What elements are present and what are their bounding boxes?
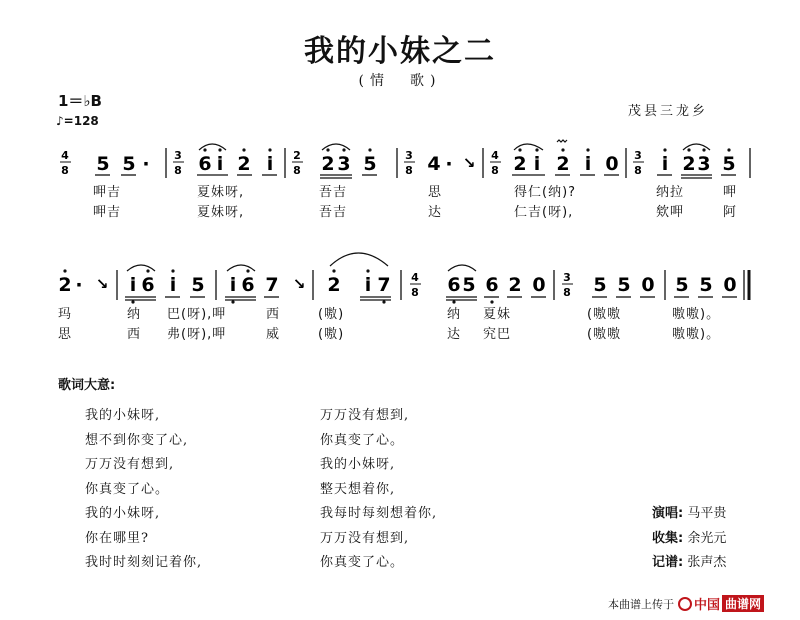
note: 4 xyxy=(427,153,441,175)
lyrics-meaning-heading: 歌词大意: xyxy=(58,378,116,393)
note: 7 xyxy=(265,274,279,296)
lyric-verse-2: (嗷嗷 xyxy=(587,327,622,342)
lyric-verse-2: 欸呷 xyxy=(656,205,685,220)
lyric-verse-2: 吾吉 xyxy=(319,205,348,220)
note: 2 xyxy=(682,153,696,175)
meaning-line: 我的小妹呀, xyxy=(85,506,161,521)
time-sig-num: 3 xyxy=(634,149,642,162)
lyric-verse-1: 呷吉 xyxy=(93,185,122,200)
time-sig-den: 8 xyxy=(563,286,571,299)
score-line-2 xyxy=(58,253,749,342)
time-sig-den: 8 xyxy=(174,164,182,177)
note: 2 xyxy=(58,274,72,296)
lyric-verse-2: 达 xyxy=(447,327,462,342)
note: 5 xyxy=(363,153,377,175)
meaning-line: 你真变了心。 xyxy=(320,432,405,448)
lyric-verse-1: 巴(呀),呷 xyxy=(167,307,227,322)
lyric-verse-1: 纳 xyxy=(447,307,462,322)
lyric-verse-1: (嗷嗷 xyxy=(587,307,622,322)
time-sig-den: 8 xyxy=(634,164,642,177)
note: 5 xyxy=(122,153,136,175)
lyric-verse-1: 纳 xyxy=(127,307,142,322)
meaning-line: 万万没有想到, xyxy=(320,530,410,546)
note: 2 xyxy=(513,153,527,175)
time-sig-num: 3 xyxy=(563,271,571,284)
high-octave-dots xyxy=(203,148,730,151)
augmentation-dot: · xyxy=(445,153,453,175)
meaning-line: 万万没有想到, xyxy=(320,408,410,423)
breath-mark: ↘ xyxy=(292,275,306,293)
credit-transcriber: 记谱: 张声杰 xyxy=(652,555,727,570)
meaning-line: 你在哪里? xyxy=(85,530,149,546)
note: i xyxy=(266,153,274,175)
time-sig-den: 8 xyxy=(293,164,301,177)
note: 5 xyxy=(617,274,631,296)
note: 6 xyxy=(447,274,461,296)
note: 6 xyxy=(198,153,212,175)
note: 0 xyxy=(605,153,619,175)
lyric-verse-2: 呷吉 xyxy=(93,205,122,220)
tempo-marking: ♪=128 xyxy=(56,114,99,128)
slurs xyxy=(127,253,476,271)
meaning-line: 你真变了心。 xyxy=(320,555,405,570)
lyrics-meaning-column-1 xyxy=(85,404,202,576)
note: 2 xyxy=(321,153,335,175)
time-sig-den: 8 xyxy=(405,164,413,177)
time-sig-num: 4 xyxy=(491,149,499,162)
note: 2 xyxy=(237,153,251,175)
key-signature: 1＝♭B xyxy=(58,92,102,110)
lyric-verse-2: 阿 xyxy=(723,205,738,220)
meaning-line: 我时时刻刻记着你, xyxy=(85,555,203,570)
footer-text: 本曲谱上传于 xyxy=(608,597,674,611)
logo-icon xyxy=(678,597,692,611)
lyric-verse-1: (嗷) xyxy=(318,307,345,322)
augmentation-dot: · xyxy=(142,153,150,175)
meaning-line: 整天想着你, xyxy=(320,481,396,497)
note: 2 xyxy=(556,153,570,175)
lyric-verse-2: 嗷嗷)。 xyxy=(672,327,721,342)
note: i xyxy=(584,153,592,175)
note: i xyxy=(129,274,137,296)
note: 7 xyxy=(377,274,391,296)
beams xyxy=(125,297,737,300)
lyric-verse-1: 纳拉 xyxy=(656,185,685,200)
note: 0 xyxy=(723,274,737,296)
credit-collector: 收集: 余光元 xyxy=(652,530,727,546)
note: i xyxy=(364,274,372,296)
time-sig-num: 2 xyxy=(293,149,301,162)
time-sig-num: 3 xyxy=(174,149,182,162)
lyric-verse-1: 吾吉 xyxy=(319,185,348,200)
note: 6 xyxy=(141,274,155,296)
credits xyxy=(652,502,726,576)
lyric-verse-2: 弗(呀),呷 xyxy=(167,327,227,342)
lyric-verse-1: 呷 xyxy=(723,185,738,200)
note: 3 xyxy=(337,153,351,175)
note: i xyxy=(661,153,669,175)
note: 5 xyxy=(722,153,736,175)
song-origin: 茂县三龙乡 xyxy=(628,104,709,119)
lyric-verse-1: 夏妹 xyxy=(483,307,512,322)
lyric-verse-2: 威 xyxy=(266,327,281,342)
note: 5 xyxy=(191,274,205,296)
note: 6 xyxy=(485,274,499,296)
note: i xyxy=(533,153,541,175)
note: i xyxy=(169,274,177,296)
logo-text: 中国 xyxy=(694,598,721,613)
lyrics-meaning-column-2 xyxy=(320,404,437,576)
time-sig-den: 8 xyxy=(411,286,419,299)
meaning-line: 想不到你变了心, xyxy=(85,432,189,448)
site-logo[interactable] xyxy=(678,594,764,613)
upload-footer xyxy=(608,594,764,613)
lyric-verse-1: 得仁(纳)? xyxy=(514,185,577,200)
lyric-verse-1: 玛 xyxy=(58,307,73,322)
time-sig-den: 8 xyxy=(61,164,69,177)
note: 5 xyxy=(675,274,689,296)
augmentation-dot: · xyxy=(75,274,83,296)
note: 5 xyxy=(593,274,607,296)
meaning-line: 你真变了心。 xyxy=(85,481,170,497)
note: i xyxy=(229,274,237,296)
lyric-verse-2: 仁吉(呀), xyxy=(514,205,574,220)
meaning-line: 我每时每刻想着你, xyxy=(320,506,438,521)
note: 2 xyxy=(327,274,341,296)
trill-mark xyxy=(557,140,567,142)
time-sig-num: 4 xyxy=(61,149,69,162)
lyric-verse-1: 西 xyxy=(266,307,281,322)
logo-brand: 曲谱网 xyxy=(722,595,764,612)
credit-singer: 演唱: 马平贵 xyxy=(652,506,727,521)
lyric-verse-2: 思 xyxy=(58,327,73,342)
time-sig-num: 4 xyxy=(411,271,419,284)
note: 5 xyxy=(699,274,713,296)
song-genre: (情 歌) xyxy=(358,73,442,89)
time-sig-num: 3 xyxy=(405,149,413,162)
note: 5 xyxy=(462,274,476,296)
note: i xyxy=(216,153,224,175)
time-sig-den: 8 xyxy=(491,164,499,177)
lyric-verse-2: 达 xyxy=(428,205,443,220)
lyric-verse-1: 夏妹呀, xyxy=(197,185,245,200)
note: 3 xyxy=(697,153,711,175)
meaning-line: 万万没有想到, xyxy=(85,457,175,472)
lyric-verse-2: 夏妹呀, xyxy=(197,205,245,220)
note: 0 xyxy=(641,274,655,296)
note: 6 xyxy=(241,274,255,296)
lyric-verse-1: 嗷嗷)。 xyxy=(672,307,721,322)
meaning-line: 我的小妹呀, xyxy=(85,408,161,423)
song-title: 我的小妹之二 xyxy=(304,34,496,69)
lyric-verse-2: (嗷) xyxy=(318,327,345,342)
lyric-verse-2: 究巴 xyxy=(483,327,512,342)
note: 2 xyxy=(508,274,522,296)
note: 5 xyxy=(96,153,110,175)
breath-mark: ↘ xyxy=(462,154,476,172)
score-line-1 xyxy=(60,140,750,220)
note: 0 xyxy=(532,274,546,296)
meaning-line: 我的小妹呀, xyxy=(320,457,396,472)
lyric-verse-2: 西 xyxy=(127,327,142,342)
breath-mark: ↘ xyxy=(95,275,109,293)
lyric-verse-1: 思 xyxy=(428,185,443,200)
